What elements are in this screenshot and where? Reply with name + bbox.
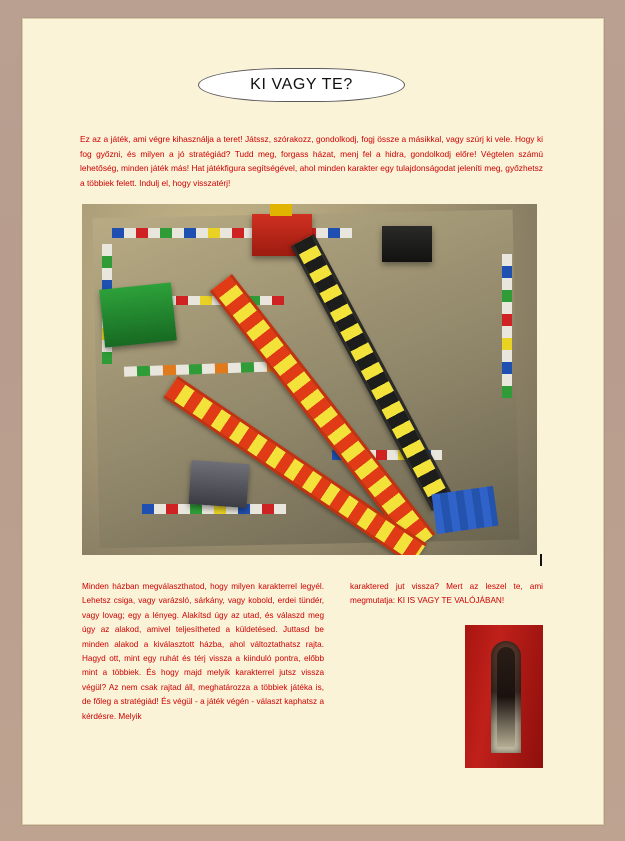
text-cursor (540, 554, 542, 566)
door-opening (497, 647, 515, 747)
lego-path-top (112, 228, 352, 238)
blue-plate (432, 486, 499, 534)
board-game-photo (82, 204, 537, 555)
house-grey (189, 460, 250, 508)
title-banner (198, 68, 405, 102)
intro-paragraph: Ez az a játék, ami végre kihasználja a teret! Játssz, szórakozz, gondolkodj, fogj össze a másikkal, vagy szúrj ki vele. Hogy ki fog győzni, és milyen a jó stratégiád? Tudd meg, forgass házat, menj fel a hidra, gondolkodj előre! Végtelen számú lehetőség, minden játék más! Hat játékfigura segítségével, ahol minden karakter egy tulajdonságodat jeleníti meg, győzhetsz a többiek felett. Indulj el, hogy visszatérj! (80, 134, 543, 188)
body-column-left: Minden házban megválaszthatod, hogy milyen karakterrel legyél. Lehetsz csiga, vagy varázsló, sárkány, vagy kobold, erdei tündér, vagy lovag; egy a lényeg. Alakítsd úgy az utad, és válaszd meg úgy az alakod, amivel teljesítheted a küldetésed. Juttasd be minden alakod a kiválasztott házba, ahol változtathatsz rajta. Hagyd ott, mint egy ruhát és térj vissza a kiinduló pontra, előbb mint a többiek. És hogy majd melyik karakterrel jutsz vissza végül? Az nem csak rajtad áll, meghatározza a többiek játéka is, de főleg a stratégiád! És végül - a játék végén - választ kaphatsz a kérdésre. Melyik (82, 582, 324, 721)
page-title: KI VAGY TE? (250, 76, 353, 93)
lego-path-right-vertical (502, 254, 512, 398)
body-column-right: karaktered jut vissza? Mert az leszel te, ami megmutatja: KI IS VAGY TE VALÓJÁBAN! (350, 582, 543, 606)
document-content (53, 41, 573, 801)
red-house-photo (465, 625, 543, 768)
title-banner-wrap (198, 68, 403, 100)
document-page (22, 18, 604, 825)
house-black (382, 226, 432, 262)
house-green (99, 282, 177, 347)
